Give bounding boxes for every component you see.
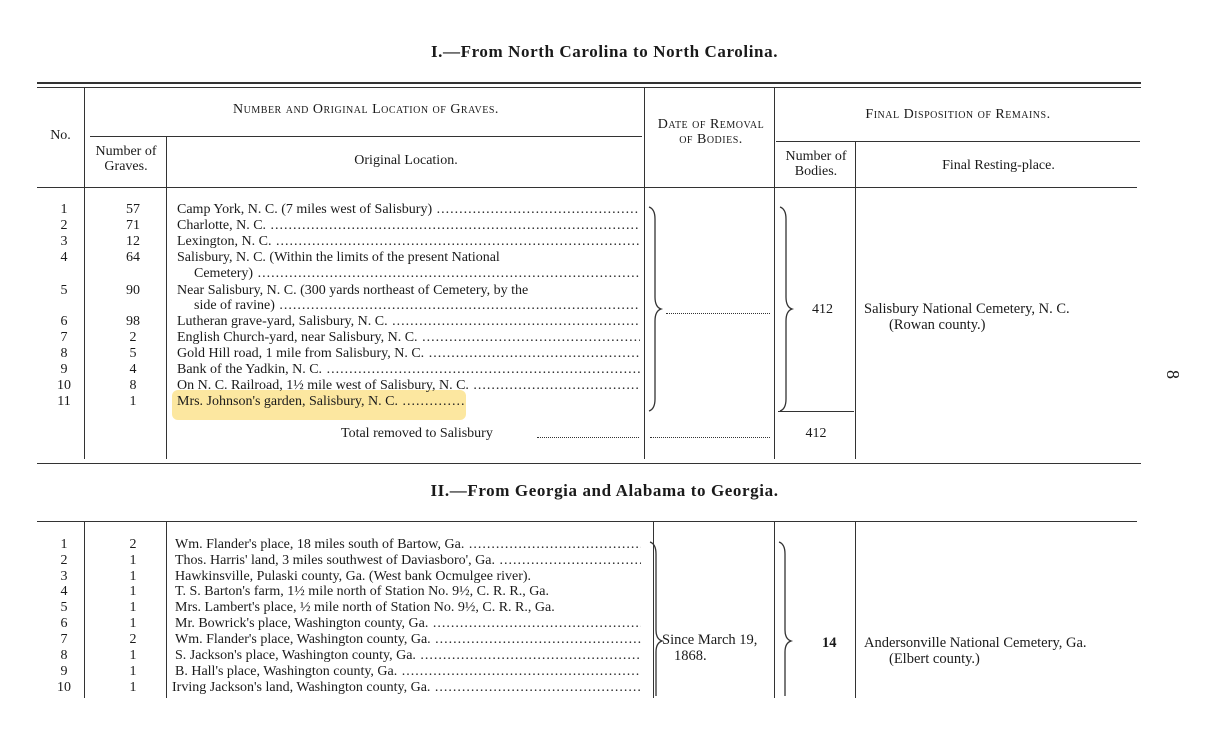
section-2-title: II.—From Georgia and Alabama to Georgia. (430, 481, 779, 500)
row-no: 5 (60, 283, 68, 298)
row-graves: 64 (126, 250, 140, 265)
row-no: 7 (60, 632, 68, 647)
total-bodies: 412 (805, 426, 827, 441)
date-dotted-leader (666, 313, 770, 314)
section-1-title: I.—From North Carolina to North Carolina. (430, 42, 779, 61)
total-date-dotted-leader (650, 437, 770, 438)
row-graves: 71 (126, 218, 140, 233)
col-divider-graves (166, 137, 167, 459)
row-no: 10 (57, 378, 71, 393)
s2-col-divider-date (774, 522, 775, 698)
row-location: Irving Jackson's land, Washington county, Ga. ..... (172, 680, 641, 696)
row-graves: 1 (129, 569, 137, 584)
section-1-bodies: 412 (812, 302, 833, 317)
row-graves: 1 (129, 616, 137, 631)
row-no: 2 (60, 218, 68, 233)
row-graves: 1 (129, 394, 137, 409)
brace-date (776, 205, 796, 413)
row-graves: 8 (129, 378, 137, 393)
section-1-resting-place-county: (Rowan county.) (889, 317, 986, 333)
total-dotted-leader (537, 437, 639, 438)
total-label: Total removed to Salisbury (341, 426, 493, 441)
row-graves: 2 (129, 330, 137, 345)
section-2-resting-place: Andersonville National Cemetery, Ga. (864, 635, 1087, 651)
row-location: Thos. Harris' land, 3 miles southwest of Daviasboro', Ga. ..... (175, 553, 641, 569)
top-rule (37, 82, 1141, 84)
row-no: 3 (60, 569, 68, 584)
row-no: 9 (60, 362, 68, 377)
page-number: 8 (1163, 370, 1183, 379)
row-graves: 98 (126, 314, 140, 329)
row-no: 9 (60, 664, 68, 679)
row-location: Lexington, N. C. ..... (177, 234, 640, 250)
header-bottom-rule (37, 187, 1137, 188)
row-no: 2 (60, 553, 68, 568)
row-no: 1 (60, 202, 68, 217)
row-graves: 2 (129, 537, 137, 552)
row-no: 10 (57, 680, 71, 695)
section-2-date: Since March 19, (662, 632, 758, 648)
header-number-and-location: Number and Original Location of Graves. (233, 102, 499, 117)
row-graves: 1 (129, 664, 137, 679)
row-no: 1 (60, 537, 68, 552)
row-location: S. Jackson's place, Washington county, Ga. ..... (175, 648, 641, 664)
row-graves: 2 (129, 632, 137, 647)
row-location: Charlotte, N. C. ..... (177, 218, 640, 234)
row-graves: 1 (129, 553, 137, 568)
row-location-continued: side of ravine) ..... (194, 298, 640, 314)
header-number-of-graves: Number of Graves. (95, 144, 157, 174)
s2-brace-location (647, 540, 665, 696)
row-location: Bank of the Yadkin, N. C. ..... (177, 362, 640, 378)
row-location: On N. C. Railroad, 1½ mile west of Salisbury, N. C. ..... (177, 378, 640, 394)
section-2-date-year: 1868. (674, 648, 707, 664)
row-graves: 4 (129, 362, 137, 377)
s2-col-divider-bodies (855, 522, 856, 698)
row-graves: 1 (129, 680, 137, 695)
header-no: No. (50, 128, 71, 143)
row-no: 8 (60, 648, 68, 663)
section-2-bodies: 14 (822, 635, 837, 651)
header-original-location: Original Location. (354, 153, 458, 168)
header-date-of-removal: Date of Removal of Bodies. (657, 117, 765, 147)
row-location-continued: Cemetery) ..... (194, 266, 640, 282)
row-graves: 90 (126, 283, 140, 298)
row-graves: 1 (129, 584, 137, 599)
s2-brace-date (776, 540, 794, 696)
row-graves: 5 (129, 346, 137, 361)
row-no: 4 (60, 250, 68, 265)
section-2-top-rule (37, 521, 1137, 522)
header-final-resting-place: Final Resting-place. (942, 158, 1055, 173)
section-2-resting-place-county: (Elbert county.) (889, 651, 980, 667)
row-location: Wm. Flander's place, 18 miles south of Bartow, Ga. ..... (175, 537, 641, 553)
row-graves: 1 (129, 648, 137, 663)
row-location: English Church-yard, near Salisbury, N. C. ..... (177, 330, 640, 346)
header-subrule-left (90, 136, 642, 137)
section-1-resting-place: Salisbury National Cemetery, N. C. (864, 301, 1070, 317)
row-graves: 12 (126, 234, 140, 249)
row-location: Hawkinsville, Pulaski county, Ga. (West bank Ocmulgee river). (175, 569, 532, 584)
row-no: 6 (60, 314, 68, 329)
header-number-of-bodies: Number of Bodies. (785, 149, 847, 179)
row-location: Camp York, N. C. (7 miles west of Salisbury) ..... (177, 202, 640, 218)
row-graves: 1 (129, 600, 137, 615)
row-location: Wm. Flander's place, Washington county, Ga. ..... (175, 632, 641, 648)
header-subrule-right (776, 141, 1140, 142)
row-location: Mrs. Johnson's garden, Salisbury, N. C. ..... (177, 394, 465, 410)
s2-col-divider-graves (166, 522, 167, 698)
col-divider-date (774, 88, 775, 459)
section-1-bottom-rule (37, 463, 1141, 464)
row-location: Lutheran grave-yard, Salisbury, N. C. ..... (177, 314, 640, 330)
top-rule-thin (37, 87, 1141, 88)
row-no: 3 (60, 234, 68, 249)
row-graves: 57 (126, 202, 140, 217)
row-location: T. S. Barton's farm, 1½ mile north of Station No. 9½, C. R. R., Ga. (175, 584, 550, 599)
row-location: Mr. Bowrick's place, Washington county, Ga. ..... (175, 616, 641, 632)
row-no: 4 (60, 584, 68, 599)
row-location: Near Salisbury, N. C. (300 yards northeast of Cemetery, by the (177, 283, 529, 298)
row-no: 5 (60, 600, 68, 615)
header-final-disposition: Final Disposition of Remains. (865, 107, 1051, 122)
row-location: Mrs. Lambert's place, ½ mile north of Station No. 9½, C. R. R., Ga. (175, 600, 555, 615)
row-location: Salisbury, N. C. (Within the limits of the present National (177, 250, 500, 265)
row-no: 7 (60, 330, 68, 345)
brace-location (645, 205, 665, 413)
col-divider-bodies (855, 142, 856, 459)
row-no: 6 (60, 616, 68, 631)
row-no: 8 (60, 346, 68, 361)
row-no: 11 (57, 394, 71, 409)
row-location: Gold Hill road, 1 mile from Salisbury, N. C. ..... (177, 346, 640, 362)
row-location: B. Hall's place, Washington county, Ga. ..... (175, 664, 641, 680)
